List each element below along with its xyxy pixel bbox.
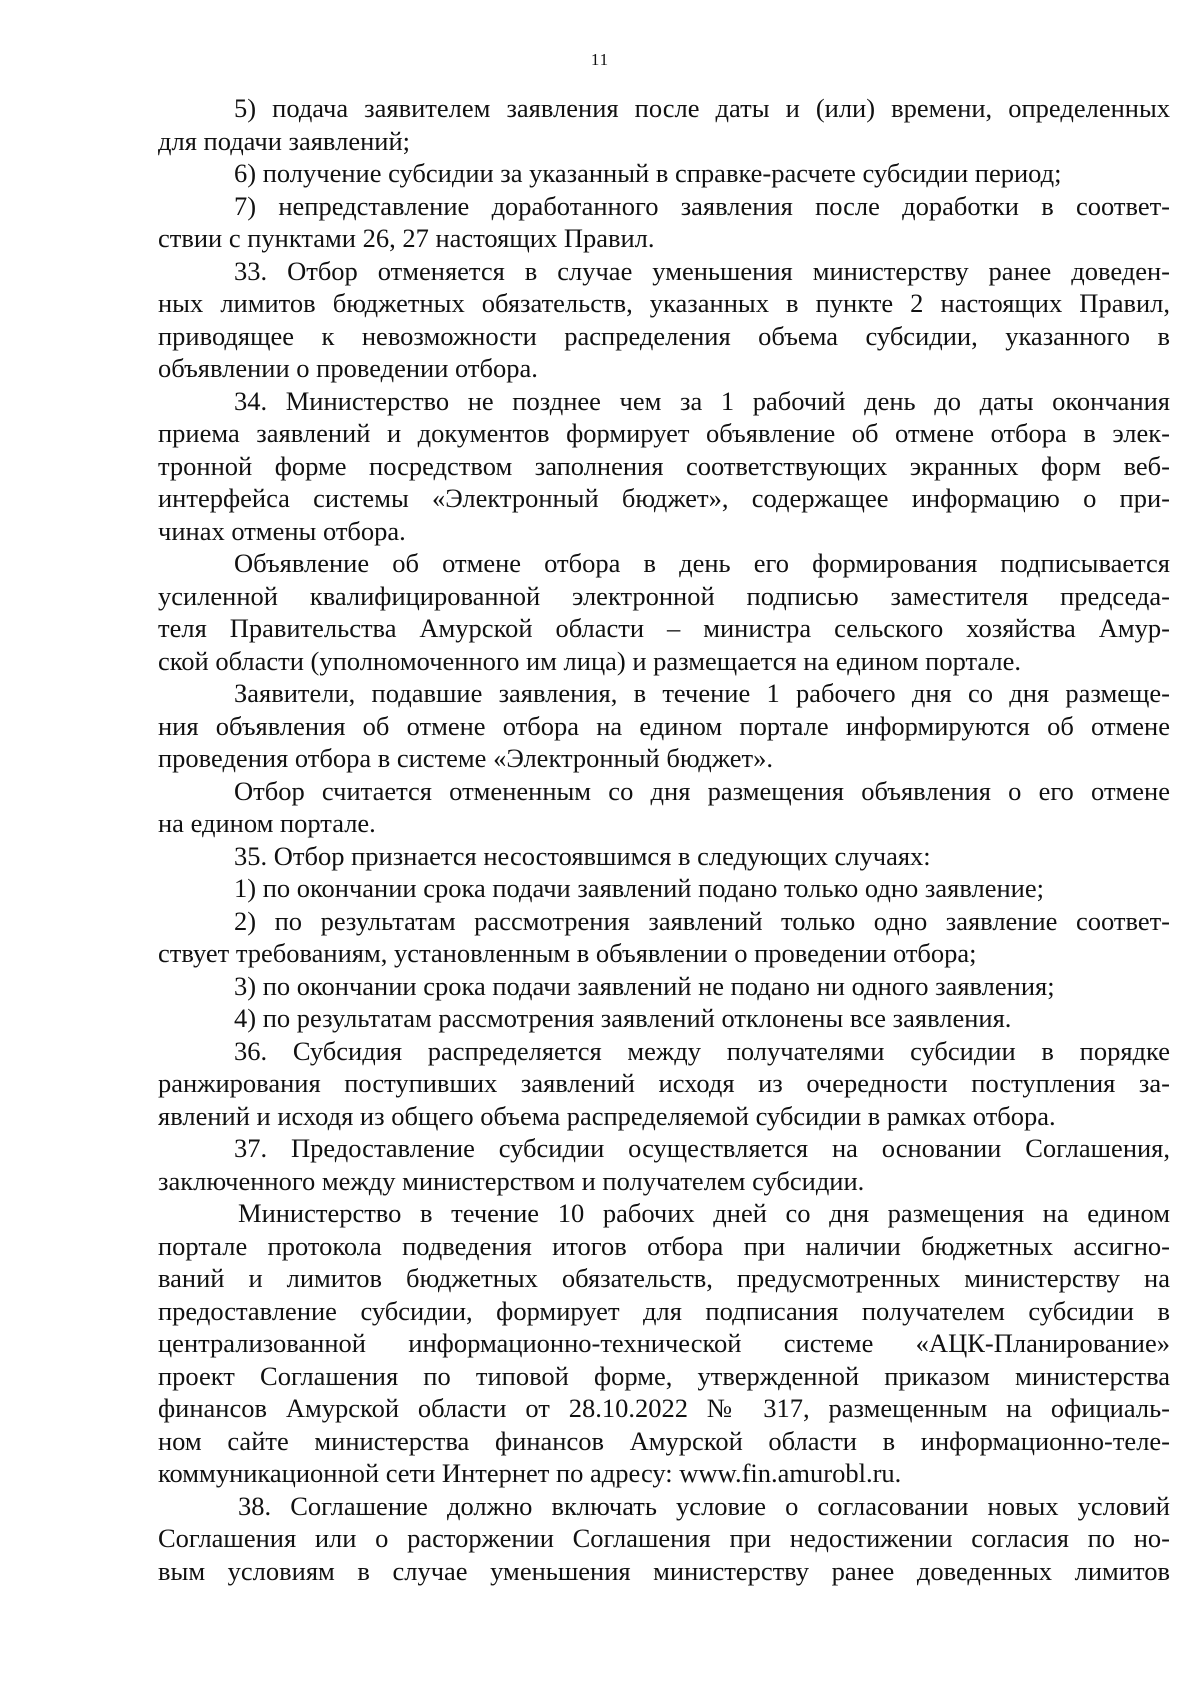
text-line: вым условиям в случае уменьшения министерству ранее доведенных лимитов <box>158 1555 1170 1586</box>
text-line: приема заявлений и документов формирует объявление об отмене отбора в элек- <box>158 418 1170 448</box>
text-line: Отбор считается отмененным со дня размещения объявления о его отмене <box>234 775 1170 806</box>
text-line: усиленной квалифицированной электронной подписью заместителя председа- <box>158 580 1170 611</box>
text-line: тронной форме посредством заполнения соответствующих экранных форм веб- <box>158 450 1170 481</box>
text-line: теля Правительства Амурской области – министра сельского хозяйства Амур- <box>158 613 1170 643</box>
text-line: 35. Отбор признается несостоявшимся в следующих случаях: <box>234 840 931 871</box>
text-line: Соглашения или о расторжении Соглашения при недостижении согласия по но- <box>158 1523 1170 1553</box>
text-line: для подачи заявлений; <box>158 125 410 156</box>
text-line: объявлении о проведении отбора. <box>158 353 538 383</box>
document-body <box>158 92 1170 1587</box>
text-line: портале протокола подведения итогов отбора при наличии бюджетных ассигно- <box>158 1230 1170 1261</box>
text-line: ствует требованиям, установленным в объявлении о проведении отбора; <box>158 938 977 968</box>
page-number: 11 <box>590 50 610 69</box>
text-line: явлений и исходя из общего объема распределяемой субсидии в рамках отбора. <box>158 1100 1056 1131</box>
text-line: централизованной информационно-технической системе «АЦК-Планирование» <box>158 1328 1170 1358</box>
text-line: 36. Субсидия распределяется между получателями субсидии в порядке <box>234 1035 1170 1066</box>
text-line: ской области (уполномоченного им лица) и размещается на едином портале. <box>158 645 1022 676</box>
text-line: 3) по окончании срока подачи заявлений не подано ни одного заявления; <box>234 970 1055 1001</box>
text-line: Министерство в течение 10 рабочих дней со дня размещения на едином <box>238 1198 1170 1228</box>
text-line: ранжирования поступивших заявлений исходя из очередности поступления за- <box>158 1068 1170 1098</box>
text-line: заключенного между министерством и получателем субсидии. <box>158 1165 865 1196</box>
text-line: 37. Предоставление субсидии осуществляется на основании Соглашения, <box>234 1133 1170 1163</box>
text-line: Заявители, подавшие заявления, в течение 1 рабочего дня со дня размеще- <box>234 678 1170 708</box>
text-line: предоставление субсидии, формирует для подписания получателем субсидии в <box>158 1295 1170 1326</box>
text-line: проведения отбора в системе «Электронный бюджет». <box>158 743 773 773</box>
text-line: ных лимитов бюджетных обязательств, указанных в пункте 2 настоящих Правил, <box>158 288 1170 318</box>
text-line: 33. Отбор отменяется в случае уменьшения министерству ранее доведен- <box>234 255 1170 286</box>
text-line: ном сайте министерства финансов Амурской области в информационно-теле- <box>158 1425 1170 1456</box>
text-line: 6) получение субсидии за указанный в справке-расчете субсидии период; <box>234 158 1062 188</box>
text-line: чинах отмены отбора. <box>158 515 406 546</box>
text-line: на едином портале. <box>158 808 376 838</box>
text-line: 4) по результатам рассмотрения заявлений отклонены все заявления. <box>234 1003 1012 1033</box>
text-line: 1) по окончании срока подачи заявлений подано только одно заявление; <box>234 873 1044 903</box>
text-line: коммуникационной сети Интернет по адресу: www.fin.amurobl.ru. <box>158 1458 902 1488</box>
text-line: ваний и лимитов бюджетных обязательств, предусмотренных министерству на <box>158 1263 1170 1293</box>
text-line: 2) по результатам рассмотрения заявлений только одно заявление соответ- <box>234 905 1170 936</box>
text-line: проект Соглашения по типовой форме, утвержденной приказом министерства <box>158 1360 1170 1391</box>
text-line: Объявление об отмене отбора в день его формирования подписывается <box>234 548 1170 578</box>
text-line: финансов Амурской области от 28.10.2022 № 317, размещенным на официаль- <box>158 1393 1170 1423</box>
text-line: приводящее к невозможности распределения объема субсидии, указанного в <box>158 320 1170 351</box>
text-line: 34. Министерство не позднее чем за 1 рабочий день до даты окончания <box>234 385 1170 416</box>
text-line: 7) непредставление доработанного заявления после доработки в соответ- <box>234 190 1170 221</box>
text-line: 38. Соглашение должно включать условие о согласовании новых условий <box>238 1490 1170 1521</box>
text-line: ния объявления об отмене отбора на едином портале информируются об отмене <box>158 710 1170 741</box>
text-line: ствии с пунктами 26, 27 настоящих Правил. <box>158 223 655 253</box>
text-line: 5) подача заявителем заявления после даты и (или) времени, определенных <box>234 93 1170 123</box>
text-line: интерфейса системы «Электронный бюджет», содержащее информацию о при- <box>158 483 1170 513</box>
